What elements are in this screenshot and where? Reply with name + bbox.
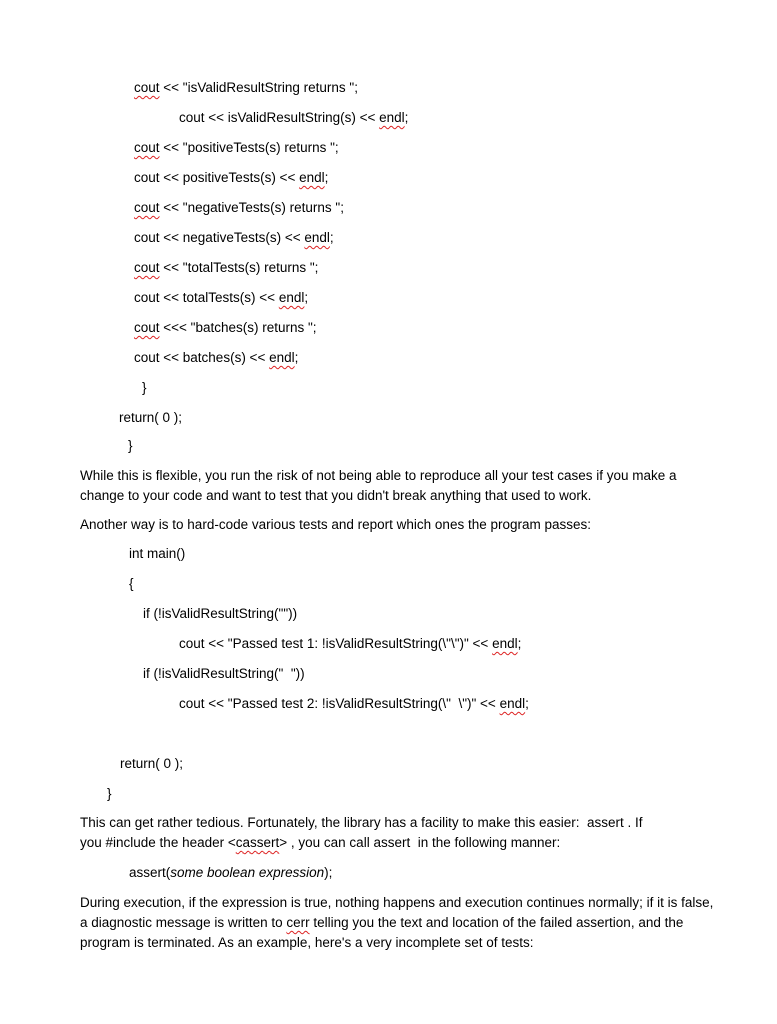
code-text: <<< "batches(s) returns "; xyxy=(159,320,317,335)
code-line xyxy=(134,319,317,336)
code-line: } xyxy=(107,786,112,801)
spell-flag: cout xyxy=(134,80,160,95)
code-text: cout << isValidResultString(s) << xyxy=(179,110,380,125)
code-text: cout << totalTests(s) << xyxy=(134,290,279,305)
code-text: ; xyxy=(329,230,334,245)
spell-flag: cassert xyxy=(235,835,280,850)
code-line: } xyxy=(142,380,147,395)
body-paragraph xyxy=(80,893,720,953)
code-line: { xyxy=(129,576,134,591)
code-line: return( 0 ); xyxy=(119,410,183,425)
body-line: This can get rather tedious. Fortunately, the library has a facility to make this easier: assert . If xyxy=(80,815,643,830)
code-text: << "isValidResultString returns "; xyxy=(159,80,358,95)
code-text: << "negativeTests(s) returns "; xyxy=(159,200,344,215)
code-line xyxy=(179,635,521,652)
code-line xyxy=(134,229,334,246)
code-line xyxy=(134,199,344,216)
code-line xyxy=(134,289,308,306)
spell-flag: cout xyxy=(134,140,160,155)
code-text: ; xyxy=(294,350,299,365)
body-text: > , you can call assert in the following manner: xyxy=(279,835,561,850)
code-line xyxy=(134,79,358,96)
spell-flag: cout xyxy=(134,260,160,275)
code-text: << "totalTests(s) returns "; xyxy=(159,260,319,275)
code-text: ); xyxy=(324,865,333,880)
code-text: cout << positiveTests(s) << xyxy=(134,170,300,185)
spell-flag: cout xyxy=(134,200,160,215)
code-text: ; xyxy=(404,110,409,125)
code-line xyxy=(179,109,408,126)
code-argument: some boolean expression xyxy=(170,865,325,880)
code-text: cout << negativeTests(s) << xyxy=(134,230,305,245)
code-text: cout << batches(s) << xyxy=(134,350,270,365)
code-line xyxy=(134,349,298,366)
code-line xyxy=(134,139,339,156)
code-text: ; xyxy=(304,290,309,305)
code-text: ; xyxy=(525,696,529,711)
code-line xyxy=(134,169,328,186)
code-line xyxy=(134,259,318,276)
code-text: ; xyxy=(517,636,522,651)
code-line: } xyxy=(128,438,133,453)
body-line xyxy=(80,834,560,851)
body-paragraph: Another way is to hard-code various tests and report which ones the program passes: xyxy=(80,517,592,532)
code-text: ; xyxy=(324,170,329,185)
code-text: << "positiveTests(s) returns "; xyxy=(159,140,339,155)
body-text: telling you the text and location of the failed assertion, and the program is terminated. As an example, here's a very incomplete set of tests: xyxy=(80,915,684,950)
code-text: cout << "Passed test 1: !isValidResultString(\"\")" << xyxy=(179,636,493,651)
code-line: if (!isValidResultString(" ")) xyxy=(143,666,305,681)
code-text: assert( xyxy=(129,865,171,880)
spell-flag: endl xyxy=(304,230,330,245)
spell-flag: cout xyxy=(134,320,160,335)
body-paragraph: While this is flexible, you run the risk of not being able to reproduce all your test cases if you make a change to your code and want to test that you didn't break anything that used to work. xyxy=(80,468,677,503)
code-line xyxy=(129,864,332,881)
code-line: return( 0 ); xyxy=(120,756,184,771)
code-text: cout << "Passed test 2: !isValidResultString(\" \")" << xyxy=(179,696,500,711)
body-text: During execution, if the expression is true, nothing happens and execution continues normally; if it is false, a diagnostic message is written to xyxy=(80,895,714,930)
spell-flag: endl xyxy=(278,290,305,305)
spell-flag: endl xyxy=(492,636,518,651)
body-text: you #include the header < xyxy=(80,835,236,850)
code-line: if (!isValidResultString("")) xyxy=(143,606,298,621)
spell-flag: endl xyxy=(499,696,526,711)
spell-flag: cerr xyxy=(286,915,310,930)
spell-flag: endl xyxy=(379,110,405,125)
spell-flag: endl xyxy=(269,350,295,365)
code-line xyxy=(179,695,529,712)
code-line: int main() xyxy=(129,546,186,561)
spell-flag: endl xyxy=(299,170,325,185)
